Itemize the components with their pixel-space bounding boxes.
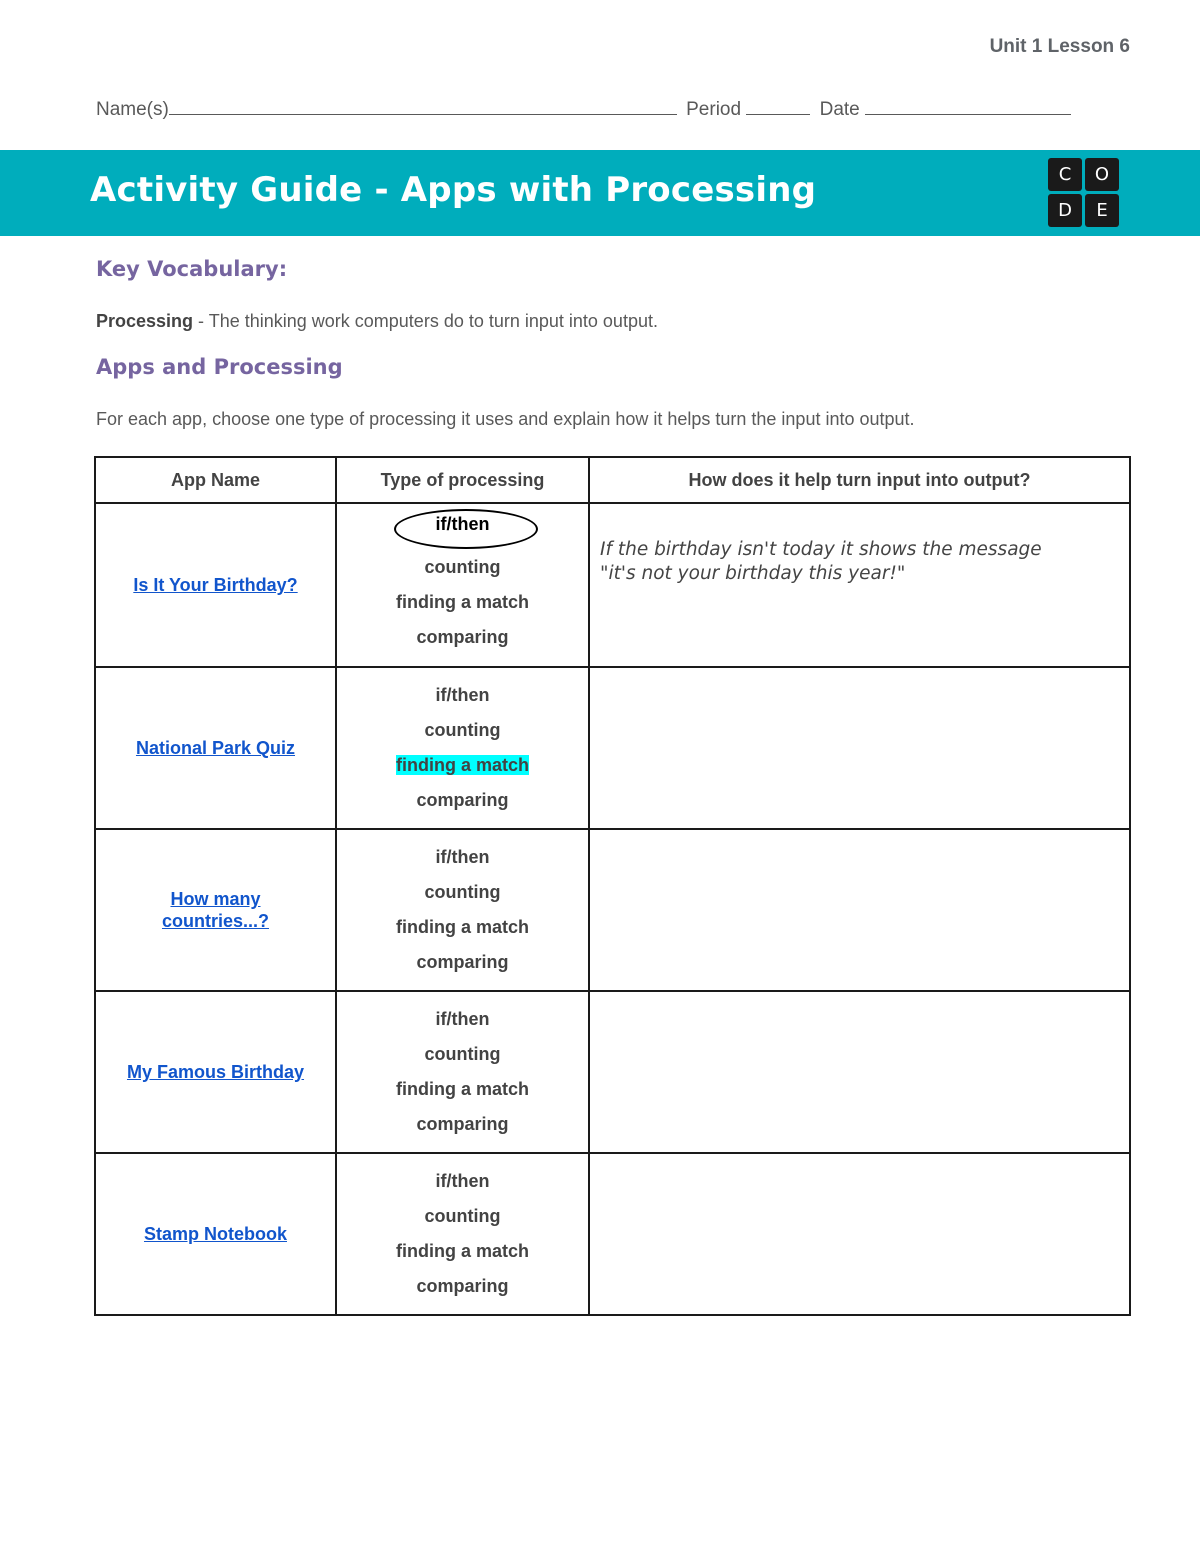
option-counting[interactable]: counting: [424, 1205, 501, 1226]
option-comparing[interactable]: comparing: [416, 1276, 509, 1297]
option-finding-match[interactable]: finding a match: [395, 1241, 529, 1261]
option-counting[interactable]: counting: [424, 556, 501, 577]
answer-cell[interactable]: [589, 829, 1130, 991]
option-if-then[interactable]: if/then: [435, 1008, 490, 1029]
app-link-stamp-notebook[interactable]: Stamp Notebook: [143, 1224, 287, 1244]
option-if-then[interactable]: if/then: [435, 684, 490, 705]
vocab-definition-text: - The thinking work computers do to turn input into output.: [193, 311, 658, 331]
answer-cell[interactable]: [589, 667, 1130, 829]
code-logo: [1048, 158, 1120, 228]
table-row: [95, 1153, 1130, 1315]
processing-options: [337, 1164, 588, 1305]
apps-processing-heading: Apps and Processing: [96, 355, 343, 379]
table-row: [95, 991, 1130, 1153]
app-link-my-famous-birthday[interactable]: My Famous Birthday: [126, 1062, 305, 1082]
answer-cell[interactable]: [589, 991, 1130, 1153]
vocab-term: Processing: [96, 311, 194, 331]
option-counting[interactable]: counting: [424, 1043, 501, 1064]
header-app-name: App Name: [95, 457, 336, 503]
table-header-row: [95, 457, 1130, 503]
instructions-text: For each app, choose one type of processing it uses and explain how it helps turn the input into output.: [96, 409, 915, 429]
option-counting[interactable]: counting: [424, 881, 501, 902]
option-finding-match[interactable]: finding a match: [395, 592, 529, 612]
date-blank[interactable]: [865, 96, 1071, 115]
key-vocabulary-heading: Key Vocabulary:: [96, 257, 288, 281]
processing-options: [337, 1002, 588, 1143]
handwritten-answer: [590, 504, 1129, 586]
vocab-definition: [96, 311, 658, 332]
processing-options: [337, 678, 588, 819]
header-how-help: How does it help turn input into output?: [589, 457, 1130, 503]
period-blank[interactable]: [746, 96, 810, 115]
app-link-is-it-your-birthday[interactable]: Is It Your Birthday?: [133, 575, 298, 595]
period-label: Period: [686, 99, 742, 120]
option-counting[interactable]: counting: [424, 719, 501, 740]
unit-lesson-label: Unit 1 Lesson 6: [989, 36, 1130, 57]
date-label: Date: [819, 99, 860, 120]
processing-options: [337, 840, 588, 981]
answer-cell[interactable]: [589, 503, 1130, 667]
option-comparing[interactable]: comparing: [416, 627, 509, 648]
highlighted-text: finding a match: [395, 755, 529, 775]
header-type-processing: Type of processing: [336, 457, 589, 503]
logo-letter: O: [1085, 158, 1119, 191]
option-comparing[interactable]: comparing: [416, 952, 509, 973]
app-link-national-park-quiz[interactable]: National Park Quiz: [135, 738, 296, 758]
app-link-how-many-countries[interactable]: How many countries...?: [161, 889, 269, 931]
table-row: [95, 667, 1130, 829]
answer-cell[interactable]: [589, 1153, 1130, 1315]
option-if-then[interactable]: if/then: [435, 1170, 490, 1191]
title-banner: [0, 150, 1200, 236]
name-blank[interactable]: [169, 96, 677, 115]
table-row: [95, 829, 1130, 991]
option-comparing[interactable]: comparing: [416, 790, 509, 811]
page-title: Activity Guide - Apps with Processing: [90, 170, 817, 210]
option-finding-match[interactable]: finding a match: [395, 917, 529, 937]
answer-line: "it's not your birthday this year!": [600, 563, 906, 584]
option-if-then[interactable]: if/then: [435, 846, 490, 867]
option-comparing[interactable]: comparing: [416, 1114, 509, 1135]
answer-line: If the birthday isn't today it shows the message: [600, 539, 1042, 560]
logo-letter: D: [1048, 194, 1082, 227]
processing-options: [337, 515, 588, 656]
logo-letter: C: [1048, 158, 1082, 191]
name-label: Name(s): [96, 99, 169, 120]
name-period-date-line: [96, 96, 1075, 121]
apps-processing-table: [94, 456, 1131, 1316]
option-finding-match[interactable]: finding a match: [395, 1079, 529, 1099]
option-finding-match-highlighted[interactable]: [396, 748, 529, 783]
option-if-then-circled[interactable]: if/then: [436, 507, 490, 542]
logo-letter: E: [1085, 194, 1119, 227]
table-row: [95, 503, 1130, 667]
